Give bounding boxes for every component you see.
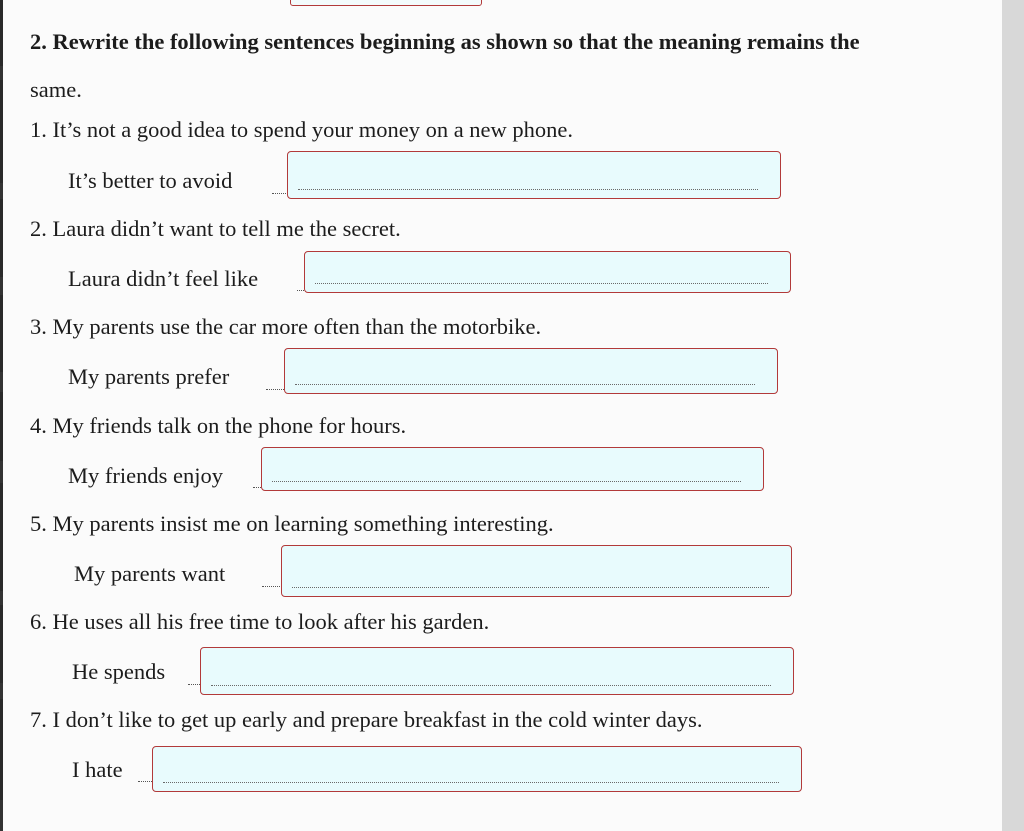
question-2-prompt: 2. Laura didn’t want to tell me the secret.	[30, 216, 401, 241]
question-1-answer-box[interactable]	[287, 151, 781, 199]
question-1-answer-line	[298, 189, 758, 190]
question-3-stem: My parents prefer	[68, 364, 230, 389]
question-4-stem: My friends enjoy	[68, 463, 223, 488]
margin-tick	[0, 461, 3, 483]
margin-tick	[0, 800, 3, 831]
question-5-prompt: 5. My parents insist me on learning something interesting.	[30, 511, 554, 536]
question-3-prompt: 3. My parents use the car more often than the motorbike.	[30, 314, 542, 339]
question-4-prompt: 4. My friends talk on the phone for hours.	[30, 413, 407, 438]
question-7-leader-dots	[138, 781, 152, 782]
question-2-leader-dots	[297, 290, 304, 291]
exercise-title-continued: same.	[30, 77, 82, 102]
question-6-leader-dots	[188, 684, 200, 685]
question-1-stem: It’s better to avoid	[68, 168, 233, 193]
question-5-answer-line	[292, 587, 769, 588]
question-2-answer-line	[315, 283, 768, 284]
question-4-answer-box[interactable]	[261, 447, 764, 491]
question-6-stem: He spends	[72, 659, 166, 684]
exercise-heading	[30, 18, 1005, 114]
exercise-title: 2. Rewrite the following sentences beginning as shown so that the meaning remains the	[30, 29, 860, 54]
question-1-prompt: 1. It’s not a good idea to spend your money on a new phone.	[30, 117, 574, 142]
question-6-prompt: 6. He uses all his free time to look after his garden.	[30, 609, 490, 634]
question-6-answer-box[interactable]	[200, 647, 794, 695]
question-7-prompt: 7. I don’t like to get up early and prepare breakfast in the cold winter days.	[30, 707, 703, 732]
question-7-answer-line	[163, 782, 779, 783]
question-4-answer-line	[272, 481, 741, 482]
margin-tick	[0, 683, 3, 699]
question-3-answer-line	[295, 384, 755, 385]
margin-tick	[0, 277, 3, 295]
question-4-leader-dots	[253, 487, 261, 488]
margin-tick	[0, 183, 3, 199]
question-7-stem: I hate	[72, 757, 123, 782]
question-2-answer-box[interactable]	[304, 251, 791, 293]
page-left-border	[0, 0, 3, 831]
question-6-answer-line	[211, 685, 771, 686]
cropped-answer-box	[290, 0, 482, 6]
question-7-answer-box[interactable]	[152, 746, 802, 792]
question-5-leader-dots	[262, 586, 282, 587]
question-2-stem: Laura didn’t feel like	[68, 266, 259, 291]
margin-tick	[0, 372, 3, 392]
question-5-answer-box[interactable]	[281, 545, 792, 597]
margin-tick	[0, 591, 3, 605]
margin-tick	[0, 66, 3, 80]
question-3-leader-dots	[266, 389, 284, 390]
question-5-stem: My parents want	[74, 561, 226, 586]
page-right-margin	[1002, 0, 1024, 831]
question-1-leader-dots	[272, 193, 286, 194]
question-3-answer-box[interactable]	[284, 348, 778, 394]
